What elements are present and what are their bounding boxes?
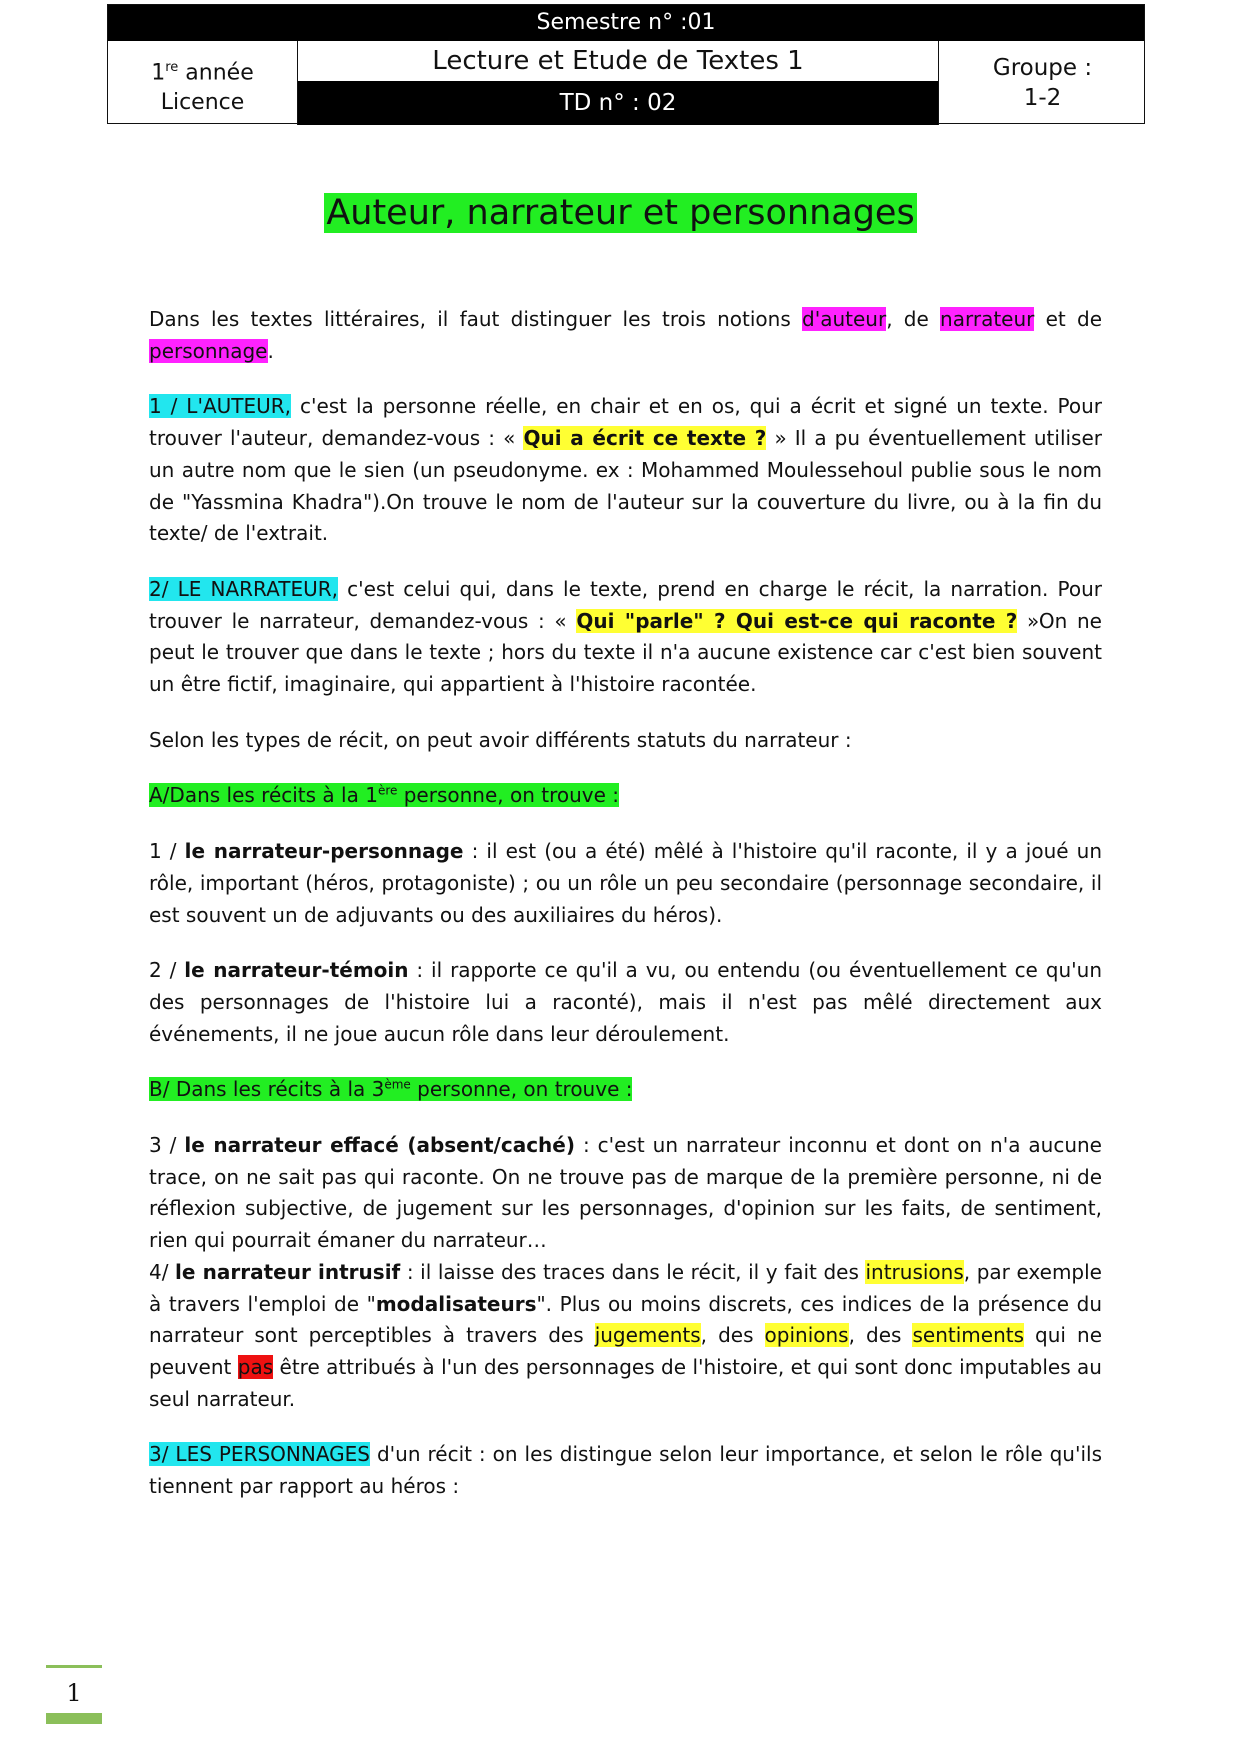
section-a-heading — [149, 780, 1102, 812]
footer-divider — [46, 1665, 102, 1668]
page-title-wrap — [0, 190, 1241, 236]
item-text: : il laisse des traces dans le récit, il y fait des — [400, 1259, 866, 1284]
narrateur-question: Qui "parle" ? Qui est-ce qui raconte ? — [576, 608, 1018, 633]
item-text: qui ne peuvent — [149, 1323, 1103, 1379]
item-narrateur-intrusif — [149, 1257, 1102, 1416]
item-narrateur-temoin — [149, 955, 1102, 1050]
section-b-sup: ème — [384, 1077, 411, 1092]
intro-paragraph — [149, 304, 1102, 367]
group-label: Groupe : — [992, 55, 1093, 81]
intro-text: , de — [886, 307, 941, 331]
highlight-jugements: jugements — [594, 1323, 701, 1348]
section-b-pre: B/ Dans les récits à la 3 — [149, 1077, 385, 1102]
statuts-intro: Selon les types de récit, on peut avoir différents statuts du narrateur : — [149, 727, 852, 752]
personnages-text: d'un récit : on les distingue selon leur importance, et selon le rôle qu'ils tiennent par rapport au héros : — [149, 1442, 1103, 1499]
item-term: le narrateur intrusif — [175, 1259, 401, 1284]
narrateur-text: »On ne peut le trouver que dans le texte ; hors du texte il n'a aucune existence car c'est bien souvent un être fictif, imaginaire, qui appartient à l'histoire racontée. — [149, 608, 1102, 697]
highlight-sentiments: sentiments — [912, 1323, 1025, 1348]
personnages-heading: 3/ LES PERSONNAGES — [149, 1442, 370, 1467]
highlight-pas: pas — [237, 1354, 274, 1379]
item-text: ". Plus ou moins discrets, ces indices de la présence du narrateur sont perceptibles à travers des — [149, 1291, 1102, 1348]
group-cell — [938, 41, 1146, 125]
item-text: , par exemple à travers l'emploi de " — [149, 1259, 1102, 1316]
item-number: 2 / — [149, 958, 185, 983]
item-term: le narrateur effacé (absent/caché) — [184, 1133, 575, 1158]
td-number: TD n° : 02 — [298, 81, 938, 125]
page-number: 1 — [66, 1679, 82, 1707]
item-text: être attribués à l'un des personnages de l'histoire, et qui sont donc imputables au seul narrateur. — [149, 1354, 1102, 1411]
item-number: 3 / — [149, 1133, 185, 1158]
year-prefix: 1 — [151, 60, 166, 86]
item-narrateur-personnage — [149, 836, 1102, 931]
section-b-post: personne, on trouve : — [410, 1077, 633, 1102]
item-text: , des — [700, 1323, 765, 1348]
year-cell — [108, 41, 298, 125]
highlight-intrusions: intrusions — [865, 1259, 964, 1284]
highlight-narrateur: narrateur — [940, 307, 1035, 331]
item-term: le narrateur-personnage — [184, 839, 464, 864]
section-a-pre: A/Dans les récits à la 1 — [149, 783, 378, 808]
course-header — [107, 4, 1145, 124]
section-b-heading — [149, 1074, 1102, 1106]
footer-bar — [46, 1713, 102, 1724]
item-number: 4/ — [149, 1259, 176, 1284]
semester-bar: Semestre n° :01 — [108, 5, 1144, 41]
item-text: : c'est un narrateur inconnu et dont on n'a aucune trace, on ne sait pas qui raconte. On ne trouve pas de marque de la première personne, ni de réflexion subjective, de jugement sur les personnages, d'opinion sur les faits, de sentiment, rien qui pourrait émaner du narrateur… — [149, 1133, 1102, 1253]
intro-text: et de — [1034, 307, 1103, 331]
item-number: 1 / — [149, 839, 185, 864]
intro-text: Dans les textes littéraires, il faut distinguer les trois notions — [149, 307, 803, 331]
page-number-footer — [46, 1665, 102, 1745]
highlight-opinions: opinions — [764, 1323, 849, 1348]
page-title: Auteur, narrateur et personnages — [326, 193, 915, 233]
section-b-label — [149, 1077, 632, 1101]
level-label: Licence — [160, 90, 245, 116]
narrateur-heading: 2/ LE NARRATEUR, — [149, 576, 338, 601]
item-narrateur-efface — [149, 1130, 1102, 1257]
highlight-personnage: personnage — [149, 338, 268, 363]
auteur-heading: 1 / L'AUTEUR, — [149, 394, 292, 419]
personnages-paragraph — [149, 1439, 1102, 1502]
intro-text: . — [267, 338, 274, 363]
item-term: le narrateur-témoin — [184, 958, 409, 983]
term-modalisateurs: modalisateurs — [375, 1291, 537, 1316]
course-title: Lecture et Etude de Textes 1 — [432, 46, 804, 76]
section-a-post: personne, on trouve : — [397, 783, 620, 808]
auteur-text: » Il a pu éventuellement utiliser un autre nom que le sien (un pseudonyme. ex : Mohammed Moulessehoul publie sous le nom de "Yassmina Khadra").On trouve le nom de l'auteur sur la couverture du livre, ou à la fin du texte/ de l'extrait. — [149, 426, 1103, 546]
item-text: : il rapporte ce qu'il a vu, ou entendu (ou éventuellement ce qu'un des personnages de l'histoire lui a raconté), mais il n'est pas mêlé directement aux événements, il ne joue aucun rôle dans leur déroulement. — [149, 958, 1102, 1046]
group-value: 1-2 — [1023, 85, 1062, 111]
section-a-label — [149, 783, 619, 807]
item-text: : il est (ou a été) mêlé à l'histoire qu'il raconte, il y a joué un rôle, important (héros, protagoniste) ; ou un rôle un peu secondaire (personnage secondaire, il est souvent un de adjuvants ou des auxiliaires du héros). — [149, 839, 1103, 927]
year-word: année — [178, 60, 254, 86]
item-text: , des — [848, 1323, 913, 1348]
year-sup: re — [165, 60, 179, 75]
highlight-auteur: d'auteur — [802, 307, 887, 331]
auteur-text: c'est la personne réelle, en chair et en os, qui a écrit et signé un texte. Pour trouver l'auteur, demandez-vous : « — [149, 394, 1103, 451]
narrateur-text: c'est celui qui, dans le texte, prend en charge le récit, la narration. Pour trouver le narrateur, demandez-vous : « — [149, 576, 1102, 633]
auteur-paragraph — [149, 391, 1102, 550]
document-body — [149, 304, 1102, 1527]
section-a-sup: ère — [377, 783, 398, 798]
narrateur-paragraph — [149, 574, 1102, 701]
auteur-question: Qui a écrit ce texte ? — [523, 426, 767, 451]
